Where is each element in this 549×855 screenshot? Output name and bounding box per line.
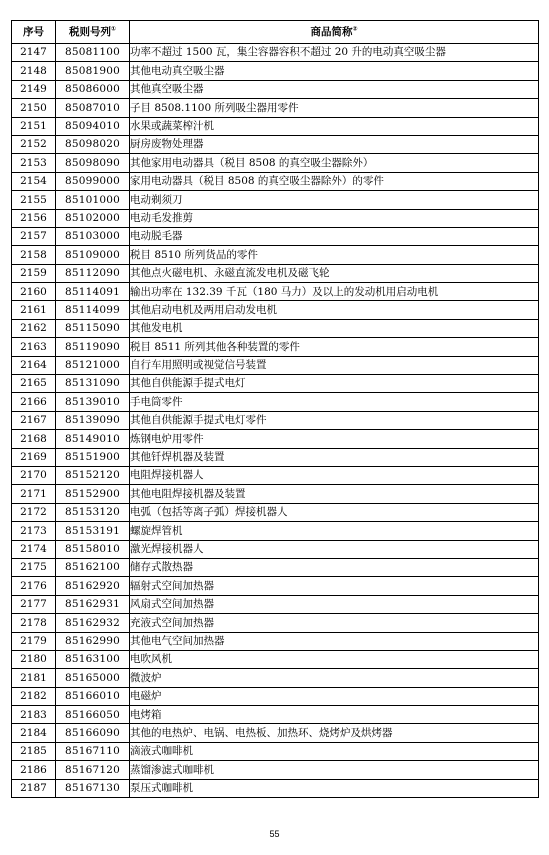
row-name: 家用电动器具（税目 8508 的真空吸尘器除外）的零件 [130, 172, 539, 190]
header-seq [12, 21, 56, 44]
row-code: 85114091 [56, 283, 130, 301]
table-row [12, 301, 539, 319]
row-name: 储存式散热器 [130, 558, 539, 576]
table-row [12, 227, 539, 245]
row-name: 电动脱毛器 [130, 227, 539, 245]
row-code: 85121000 [56, 356, 130, 374]
row-seq: 2186 [12, 761, 56, 779]
row-code: 85102000 [56, 209, 130, 227]
row-seq: 2148 [12, 62, 56, 80]
row-name: 蒸馏渗滤式咖啡机 [130, 761, 539, 779]
tariff-table [11, 20, 539, 798]
row-code: 85139090 [56, 411, 130, 429]
row-code: 85162100 [56, 558, 130, 576]
table-row [12, 172, 539, 190]
row-code: 85098020 [56, 135, 130, 153]
row-code: 85167120 [56, 761, 130, 779]
table-row [12, 99, 539, 117]
row-code: 85099000 [56, 172, 130, 190]
table-row [12, 522, 539, 540]
table-row [12, 779, 539, 797]
row-name: 子目 8508.1100 所列吸尘器用零件 [130, 99, 539, 117]
row-name: 手电筒零件 [130, 393, 539, 411]
row-code: 85153191 [56, 522, 130, 540]
row-seq: 2154 [12, 172, 56, 190]
row-code: 85139010 [56, 393, 130, 411]
table-row [12, 558, 539, 576]
row-code: 85166010 [56, 687, 130, 705]
row-code: 85119090 [56, 338, 130, 356]
table-row [12, 632, 539, 650]
row-name: 电磁炉 [130, 687, 539, 705]
header-code-footnote-mark: ① [110, 25, 117, 33]
row-code: 85166090 [56, 724, 130, 742]
row-code: 85114099 [56, 301, 130, 319]
row-code: 85094010 [56, 117, 130, 135]
table-row [12, 669, 539, 687]
row-seq: 2179 [12, 632, 56, 650]
row-code: 85086000 [56, 80, 130, 98]
row-seq: 2151 [12, 117, 56, 135]
row-code: 85162990 [56, 632, 130, 650]
table-row [12, 191, 539, 209]
row-name: 其他电阻焊接机器及装置 [130, 485, 539, 503]
row-name: 辐射式空间加热器 [130, 577, 539, 595]
row-code: 85098090 [56, 154, 130, 172]
header-name-footnote-mark: ② [352, 25, 358, 33]
table-row [12, 761, 539, 779]
row-seq: 2174 [12, 540, 56, 558]
table-row [12, 338, 539, 356]
row-name: 水果或蔬菜榨汁机 [130, 117, 539, 135]
row-seq: 2157 [12, 227, 56, 245]
row-code: 85165000 [56, 669, 130, 687]
table-row [12, 264, 539, 282]
table-row [12, 154, 539, 172]
table-row [12, 614, 539, 632]
row-name: 螺旋焊管机 [130, 522, 539, 540]
row-seq: 2158 [12, 246, 56, 264]
row-seq: 2171 [12, 485, 56, 503]
row-seq: 2160 [12, 283, 56, 301]
row-name: 其他钎焊机器及装置 [130, 448, 539, 466]
table-row [12, 706, 539, 724]
table-row [12, 246, 539, 264]
row-name: 泵压式咖啡机 [130, 779, 539, 797]
row-seq: 2181 [12, 669, 56, 687]
row-seq: 2152 [12, 135, 56, 153]
table-header [12, 21, 539, 44]
row-name: 输出功率在 132.39 千瓦（180 马力）及以上的发动机用启动电机 [130, 283, 539, 301]
row-seq: 2170 [12, 466, 56, 484]
row-seq: 2175 [12, 558, 56, 576]
row-name: 功率不超过 1500 瓦，集尘容器容积不超过 20 升的电动真空吸尘器 [130, 44, 539, 62]
row-seq: 2153 [12, 154, 56, 172]
row-name: 电弧（包括等离子弧）焊接机器人 [130, 503, 539, 521]
row-seq: 2166 [12, 393, 56, 411]
table-row [12, 319, 539, 337]
row-code: 85167110 [56, 742, 130, 760]
row-name: 其他启动电机及两用启动发电机 [130, 301, 539, 319]
table-row [12, 430, 539, 448]
row-seq: 2149 [12, 80, 56, 98]
row-code: 85151900 [56, 448, 130, 466]
row-seq: 2180 [12, 650, 56, 668]
row-code: 85103000 [56, 227, 130, 245]
row-seq: 2183 [12, 706, 56, 724]
row-name: 其他自供能源手提式电灯 [130, 375, 539, 393]
table-row [12, 283, 539, 301]
row-name: 其他电气空间加热器 [130, 632, 539, 650]
row-name: 其他真空吸尘器 [130, 80, 539, 98]
row-code: 85149010 [56, 430, 130, 448]
row-seq: 2168 [12, 430, 56, 448]
header-name [130, 21, 539, 44]
table-row [12, 44, 539, 62]
row-seq: 2159 [12, 264, 56, 282]
row-code: 85162920 [56, 577, 130, 595]
row-seq: 2161 [12, 301, 56, 319]
row-name: 电吹风机 [130, 650, 539, 668]
row-seq: 2156 [12, 209, 56, 227]
row-seq: 2165 [12, 375, 56, 393]
row-seq: 2155 [12, 191, 56, 209]
table-row [12, 724, 539, 742]
table-row [12, 448, 539, 466]
row-code: 85112090 [56, 264, 130, 282]
row-name: 税目 8510 所列货品的零件 [130, 246, 539, 264]
table-row [12, 117, 539, 135]
row-seq: 2169 [12, 448, 56, 466]
row-seq: 2184 [12, 724, 56, 742]
row-seq: 2150 [12, 99, 56, 117]
row-seq: 2164 [12, 356, 56, 374]
row-name: 充液式空间加热器 [130, 614, 539, 632]
header-row [12, 21, 539, 44]
row-name: 其他发电机 [130, 319, 539, 337]
table-row [12, 466, 539, 484]
row-seq: 2172 [12, 503, 56, 521]
row-name: 其他电动真空吸尘器 [130, 62, 539, 80]
row-name: 滴液式咖啡机 [130, 742, 539, 760]
row-code: 85087010 [56, 99, 130, 117]
row-code: 85115090 [56, 319, 130, 337]
header-code [56, 21, 130, 44]
row-name: 其他家用电动器具（税目 8508 的真空吸尘器除外） [130, 154, 539, 172]
row-name: 厨房废物处理器 [130, 135, 539, 153]
table-row [12, 577, 539, 595]
table-row [12, 687, 539, 705]
row-seq: 2147 [12, 44, 56, 62]
row-name: 炼钢电炉用零件 [130, 430, 539, 448]
table-row [12, 375, 539, 393]
table-row [12, 411, 539, 429]
row-code: 85101000 [56, 191, 130, 209]
row-seq: 2173 [12, 522, 56, 540]
table-row [12, 62, 539, 80]
header-name-label: 商品简称 [310, 25, 353, 38]
table-row [12, 135, 539, 153]
table-row [12, 540, 539, 558]
table-row [12, 742, 539, 760]
table-row [12, 650, 539, 668]
row-name: 其他点火磁电机、永磁直流发电机及磁飞轮 [130, 264, 539, 282]
row-code: 85162932 [56, 614, 130, 632]
row-seq: 2162 [12, 319, 56, 337]
row-code: 85166050 [56, 706, 130, 724]
row-name: 电烤箱 [130, 706, 539, 724]
row-seq: 2185 [12, 742, 56, 760]
page-number: 55 [269, 829, 280, 839]
row-seq: 2187 [12, 779, 56, 797]
row-code: 85162931 [56, 595, 130, 613]
row-name: 微波炉 [130, 669, 539, 687]
table-row [12, 80, 539, 98]
row-code: 85163100 [56, 650, 130, 668]
row-name: 税目 8511 所列其他各种装置的零件 [130, 338, 539, 356]
row-name: 风扇式空间加热器 [130, 595, 539, 613]
row-seq: 2167 [12, 411, 56, 429]
row-name: 电阻焊接机器人 [130, 466, 539, 484]
row-code: 85167130 [56, 779, 130, 797]
table-row [12, 356, 539, 374]
header-seq-label: 序号 [23, 25, 44, 38]
row-seq: 2178 [12, 614, 56, 632]
row-code: 85153120 [56, 503, 130, 521]
table-row [12, 595, 539, 613]
row-code: 85109000 [56, 246, 130, 264]
table-body [12, 44, 539, 798]
row-name: 电动毛发推剪 [130, 209, 539, 227]
row-seq: 2182 [12, 687, 56, 705]
row-seq: 2163 [12, 338, 56, 356]
table-row [12, 503, 539, 521]
row-code: 85152900 [56, 485, 130, 503]
row-code: 85081900 [56, 62, 130, 80]
row-name: 自行车用照明或视觉信号装置 [130, 356, 539, 374]
row-code: 85131090 [56, 375, 130, 393]
row-code: 85081100 [56, 44, 130, 62]
row-name: 其他的电热炉、电锅、电热板、加热环、烧烤炉及烘烤器 [130, 724, 539, 742]
table-row [12, 393, 539, 411]
table-row [12, 485, 539, 503]
row-seq: 2177 [12, 595, 56, 613]
row-seq: 2176 [12, 577, 56, 595]
row-code: 85158010 [56, 540, 130, 558]
row-name: 电动剃须刀 [130, 191, 539, 209]
row-name: 其他自供能源手提式电灯零件 [130, 411, 539, 429]
table-row [12, 209, 539, 227]
header-code-label: 税则号列 [68, 25, 111, 38]
row-name: 激光焊接机器人 [130, 540, 539, 558]
row-code: 85152120 [56, 466, 130, 484]
